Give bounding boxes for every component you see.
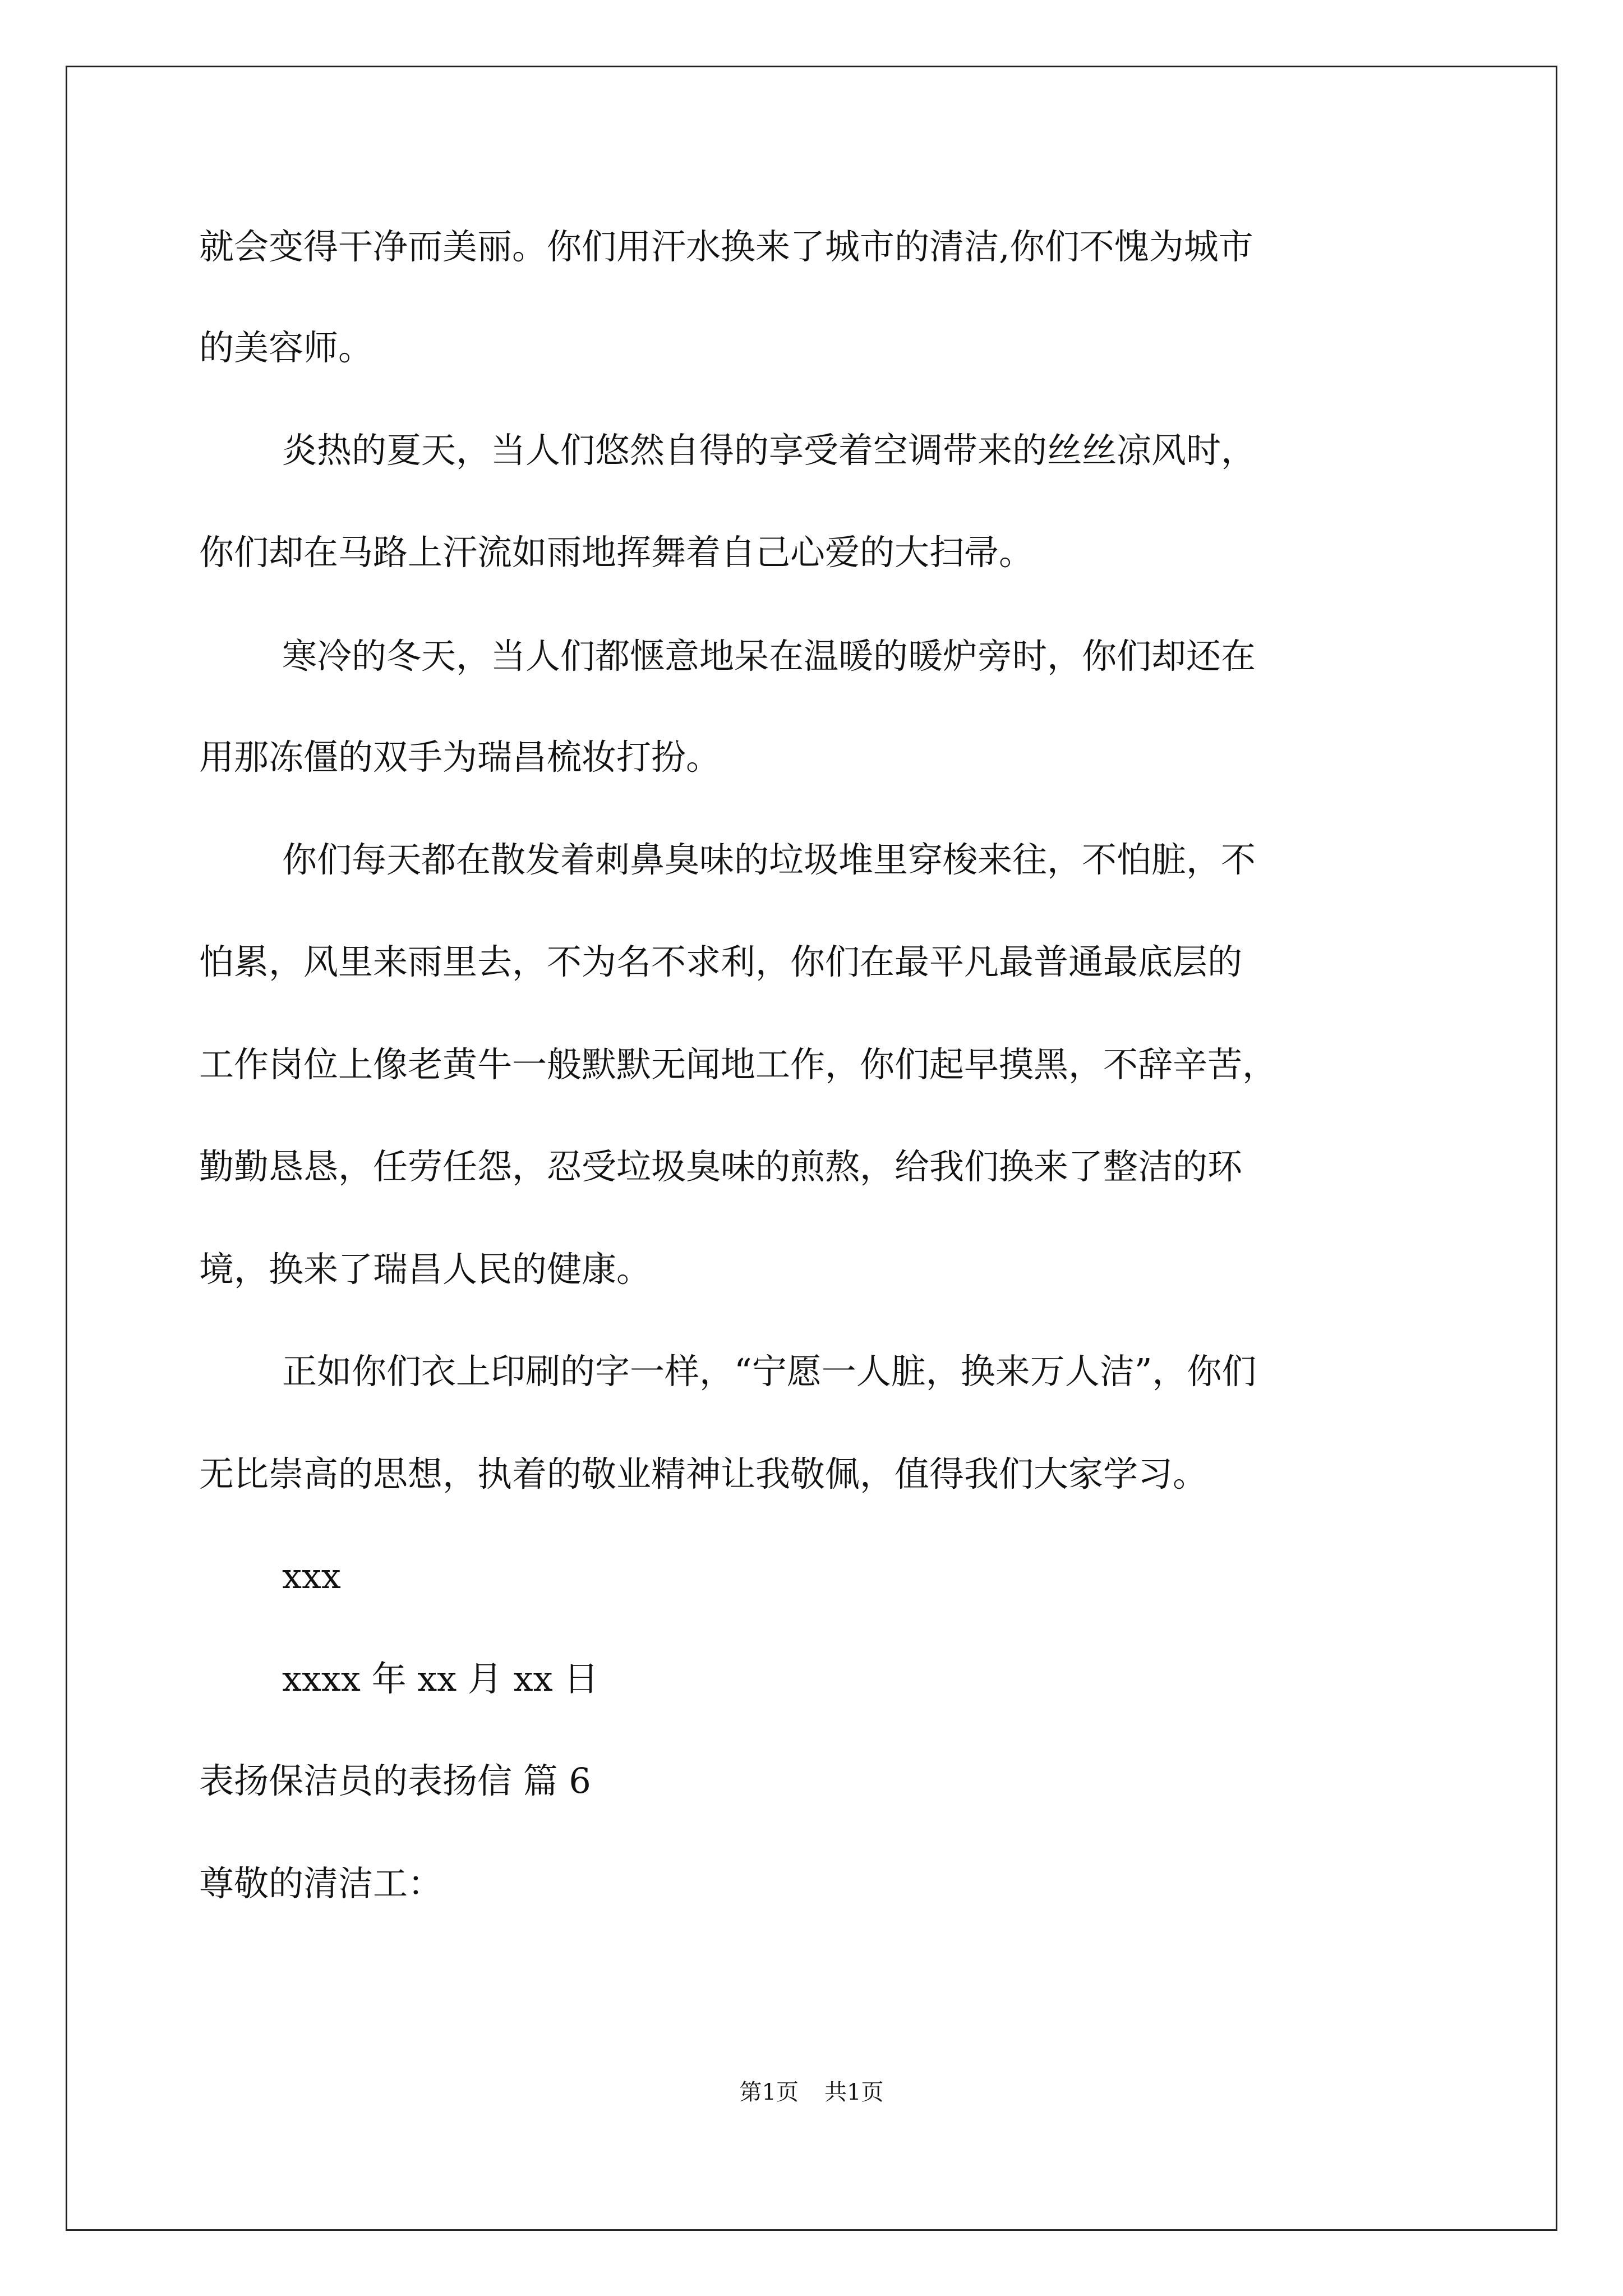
section-heading: 表扬保洁员的表扬信 篇 6 [199,1760,591,1801]
text-line-8: 怕累，风里来雨里去，不为名不求利，你们在最平凡最普通最底层的 [199,941,1243,982]
page-footer [0,2077,1623,2108]
text-line-4: 你们却在马路上汗流如雨地挥舞着自己心爱的大扫帚。 [199,532,1034,573]
page-number-current: 第1页 [739,2079,799,2105]
salutation: 尊敬的清洁工： [199,1863,443,1904]
text-line-10: 勤勤恳恳，任劳任怨，忍受垃圾臭味的煎熬，给我们换来了整洁的环 [199,1146,1243,1187]
page-number-total: 共1页 [824,2079,884,2105]
text-line-12: 正如你们衣上印刷的字一样，“宁愿一人脏，换来万人洁”，你们 [282,1351,1257,1392]
signature-date: xxxx 年 xx 月 xx 日 [282,1658,599,1699]
text-line-3: 炎热的夏天，当人们悠然自得的享受着空调带来的丝丝凉风时， [282,430,1256,471]
text-line-2: 的美容师。 [199,327,374,368]
text-line-13: 无比崇高的思想，执着的敬业精神让我敬佩，值得我们大家学习。 [199,1453,1208,1494]
text-line-11: 境，换来了瑞昌人民的健康。 [199,1249,652,1290]
text-line-1: 就会变得干净而美丽。你们用汗水换来了城市的清洁,你们不愧为城市 [199,226,1253,267]
signature-name: xxx [282,1556,341,1596]
text-line-5: 寒冷的冬天，当人们都惬意地呆在温暖的暖炉旁时，你们却还在 [282,636,1256,677]
text-line-9: 工作岗位上像老黄牛一般默默无闻地工作，你们起早摸黑，不辞辛苦， [199,1044,1278,1085]
text-line-6: 用那冻僵的双手为瑞昌梳妆打扮。 [199,737,721,777]
text-line-7: 你们每天都在散发着刺鼻臭味的垃圾堆里穿梭来往，不怕脏，不 [282,839,1256,880]
